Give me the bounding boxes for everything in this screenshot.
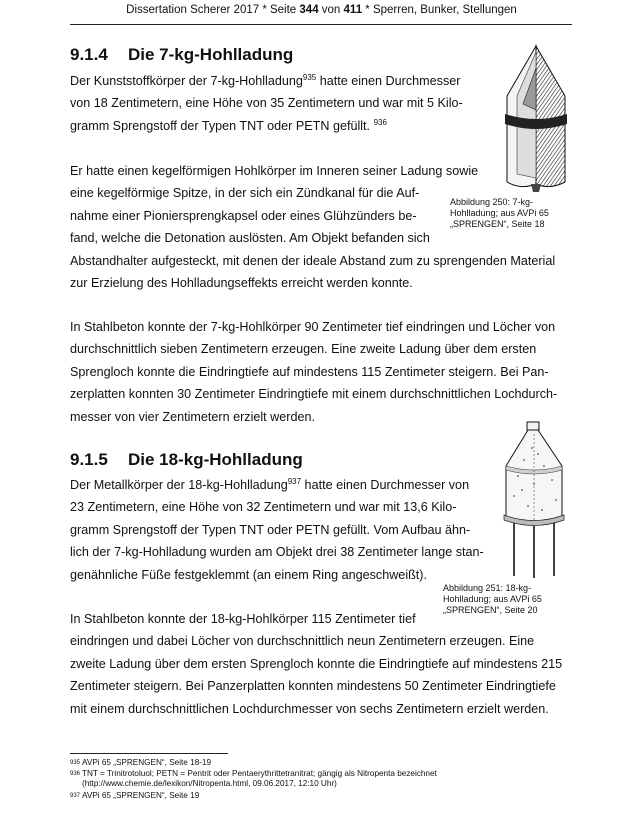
text-line: hatte einen Durchmesser [316,74,461,88]
footnote-number: 937 [70,793,81,799]
footnote-ref-936[interactable]: 936 [373,117,387,127]
text-line: In Stahlbeton konnte der 18-kg-Hohlkörper 115 Zentimeter tief [70,612,416,626]
figure-7kg-hohlladung [503,44,569,194]
section-heading-9-1-5 [70,450,303,470]
footnote-text: AVPi 65 „SPRENGEN“, Seite 18-19 [82,758,212,767]
text-line: gramm Sprengstoff der Typen TNT oder PETN gefüllt. [70,118,374,133]
text-line: von 18 Zentimetern, eine Höhe von 35 Zentimetern und war mit 5 Kilo- [70,96,463,111]
figure-caption-251 [443,583,542,616]
text-line: gramm Sprengstoff der Typen TNT oder PETN gefüllt. Vom Aufbau ähn- [70,522,471,537]
figure-18kg-hohlladung [494,420,576,580]
text-line: eindringen und dabei Löcher von durchschnittlich neun Zentimetern erzeugen. Eine [70,634,535,649]
paragraph [70,608,562,720]
figure-caption-250 [450,197,549,230]
text-line: hatte einen Durchmesser von [301,478,470,492]
caption-line: „SPRENGEN“, Seite 18 [450,219,545,229]
caption-line: Hohlladung; aus AVPi 65 [443,594,542,604]
text-line: zerplatten konnten 30 Zentimeter Eindringtiefe mit einem durchschnittlichen Lochdurch- [70,387,558,402]
text-line: fand, welche die Detonation auslösten. Am Objekt befanden sich [70,231,430,246]
text-line: Der Kunststoffkörper der 7-kg-Hohlladung [70,74,303,88]
footnote-ref-937[interactable]: 937 [287,476,302,486]
header-rule [70,24,572,25]
footnote-number: 936 [70,771,81,777]
text-line: 23 Zentimetern, eine Höhe von 32 Zentimetern und war mit 13,6 Kilo- [70,500,457,515]
text-line: eine kegelförmige Spitze, in der sich ein Zündkanal für die Auf- [70,186,420,201]
text-line: messer von vier Zentimetern erzielt werden. [70,409,315,424]
footnote-935 [70,758,211,768]
footnote-ref-935[interactable]: 935 [302,72,317,82]
section-title: Die 7-kg-Hohlladung [128,45,294,64]
section-number: 9.1.5 [70,450,108,469]
header-total-pages: 411 [343,4,363,16]
header-mid: von [318,4,344,16]
caption-line: Abbildung 250: 7-kg- [450,197,534,207]
paragraph [70,474,484,586]
footnote-link[interactable]: (http://www.chemie.de/lexikon/Nitropenta.html, 09.06.2017, 12:10 Uhr) [82,779,337,788]
text-line: lich der 7-kg-Hohlladung wurden am Objekt drei 38 Zentimeter lange stan- [70,545,484,560]
text-line: Der Metallkörper der 18-kg-Hohlladung [70,478,288,492]
header-suffix: * Sperren, Bunker, Stellungen [362,4,517,16]
page-header [0,4,643,16]
paragraph [70,70,463,137]
text-line: nahme einer Pioniersprengkapsel oder eines Glühzünders be- [70,208,417,223]
text-line: genähnliche Füße festgeklemmt (an einem Ring angeschweißt). [70,567,427,582]
caption-line: Abbildung 251: 18-kg- [443,583,532,593]
text-line: Abstandhalter aufgesteckt, mit denen der ideale Abstand zum zu sprengenden Material [70,253,556,268]
footnote-number: 935 [70,760,81,766]
text-line: durchschnittlich sieben Zentimetern erzeugen. Eine zweite Ladung über dem ersten [70,342,537,357]
section-heading-9-1-4 [70,45,293,65]
header-page-number: 344 [299,4,319,16]
text-line: In Stahlbeton konnte der 7-kg-Hohlkörper 90 Zentimeter tief eindringen und Löcher von [70,320,556,334]
caption-line: Hohlladung; aus AVPi 65 [450,208,549,218]
footnote-936 [70,769,437,789]
footnote-text: AVPi 65 „SPRENGEN“, Seite 19 [82,791,200,800]
text-line: Sprengloch konnte die Eindringtiefe auf mindestens 115 Zentimeter steigern. Bei Pan- [70,364,549,379]
caption-line: „SPRENGEN“, Seite 20 [443,605,538,615]
footnote-937 [70,791,199,801]
text-line: Er hatte einen kegelförmigen Hohlkörper im Inneren seiner Ladung sowie [70,164,479,178]
footnote-text: TNT = Trinitrotoluol; PETN = Pentrit oder Pentaerythrittetranitrat; gängig als Nitropenta bezeichnet [82,769,437,778]
text-line: zur Erzielung des Hohlladungseffekts erreicht werden konnte. [70,276,413,291]
paragraph [70,316,557,428]
header-prefix: Dissertation Scherer 2017 * Seite [126,4,300,16]
footnote-rule [70,753,228,754]
text-line: Zentimeter steigern. Bei Panzerplatten konnten mindestens 50 Zentimeter Eindringtiefe [70,679,556,694]
text-line: zweite Ladung über dem ersten Sprengloch konnte die Eindringtiefe auf mindestens 215 [70,656,563,671]
section-title: Die 18-kg-Hohlladung [128,450,303,469]
text-line: mit einem durchschnittlichen Lochdurchmesser von sechs Zentimetern erzielt werden. [70,701,549,716]
section-number: 9.1.4 [70,45,108,64]
